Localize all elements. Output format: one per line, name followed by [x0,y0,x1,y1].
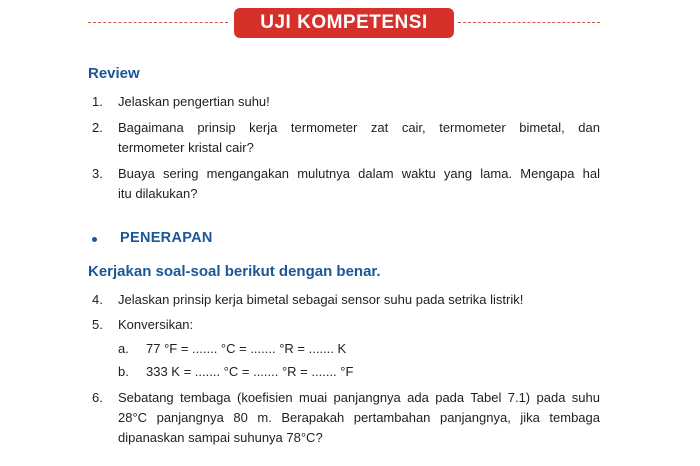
question-3 [92,164,600,204]
question-text-line-2: 28°C panjangnya 80 m. Berapakah pertambahan panjangnya, jika tembaga [118,410,600,425]
question-text: Jelaskan pengertian suhu! [118,94,270,109]
question-text-line-3: dipanaskan sampai suhunya 78°C? [118,430,323,445]
question-number: 4. [92,292,103,307]
penerapan-heading: PENERAPAN [120,230,213,246]
uji-kompetensi-banner: UJI KOMPETENSI [234,8,454,38]
question-text-line-1: Bagaimana prinsip kerja termometer zat cair, termometer bimetal, dan [118,120,600,135]
subquestion-text: 333 K = ....... °C = ....... °R = ....... °F [146,364,354,379]
question-number: 2. [92,120,103,135]
section-header [0,8,700,38]
dashed-divider-right [458,22,600,23]
question-text: Jelaskan prinsip kerja bimetal sebagai sensor suhu pada setrika listrik! [118,292,524,307]
question-text-line-2: itu dilakukan? [118,186,198,201]
review-heading: Review [88,65,140,82]
question-text-line-1: Sebatang tembaga (koefisien muai panjangnya ada pada Tabel 7.1) pada suhu [118,390,600,405]
bullet-icon [92,237,97,242]
question-text-line-2: termometer kristal cair? [118,140,254,155]
question-number: 6. [92,390,103,405]
subquestion-label: a. [118,341,129,356]
subquestion-text: 77 °F = ....... °C = ....... °R = ....... K [146,341,347,356]
subquestion-label: b. [118,364,129,379]
question-2 [92,118,600,158]
question-text: Konversikan: [118,317,194,332]
question-number: 5. [92,317,103,332]
question-6 [92,388,600,448]
dashed-divider-left [88,22,228,23]
question-text-line-1: Buaya sering mengangakan mulutnya dalam waktu yang lama. Mengapa hal [118,166,600,181]
question-number: 3. [92,166,103,181]
question-number: 1. [92,94,103,109]
instruction-heading: Kerjakan soal-soal berikut dengan benar. [88,263,381,280]
